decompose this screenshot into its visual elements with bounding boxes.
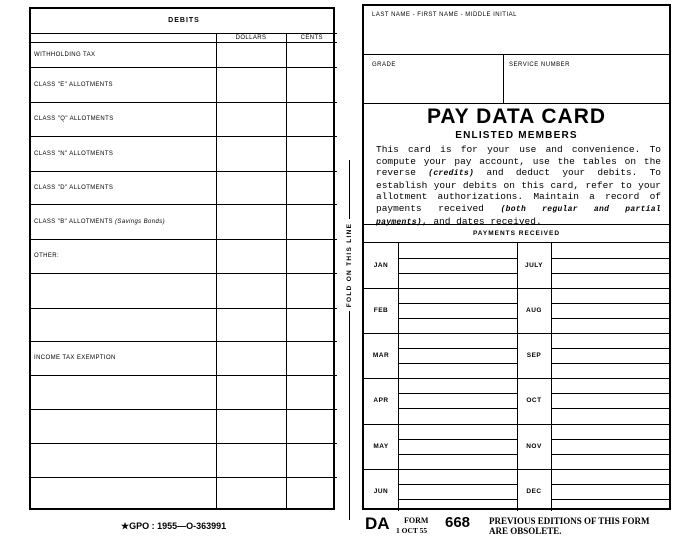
debit-row — [31, 443, 337, 477]
debit-label-cell — [31, 102, 216, 136]
cents-cell[interactable] — [286, 67, 337, 102]
debit-label-cell — [31, 375, 216, 409]
debit-row-note: (Savings Bonds) — [115, 218, 166, 225]
gpo-imprint: ★GPO : 1955—O-363991 — [121, 521, 227, 531]
payment-entry[interactable] — [399, 288, 517, 333]
form-date: 1 OCT 55 — [396, 526, 428, 535]
cents-cell[interactable] — [286, 42, 337, 67]
debit-row-label: CLASS "Q" ALLOTMENTS — [34, 116, 114, 122]
cents-cell[interactable] — [286, 102, 337, 136]
payment-entry[interactable] — [552, 378, 669, 423]
card-instructions — [376, 144, 661, 228]
month-label: MAY — [373, 443, 389, 450]
debits-title-row — [31, 9, 337, 33]
cents-cell[interactable] — [286, 409, 337, 443]
payment-entry[interactable] — [552, 333, 669, 378]
debit-label-cell — [31, 204, 216, 239]
cents-cell[interactable] — [286, 308, 337, 341]
debit-row — [31, 171, 337, 204]
debit-row-label: CLASS "E" ALLOTMENTS — [34, 81, 113, 88]
payment-entry[interactable] — [552, 424, 669, 469]
cents-cell[interactable] — [286, 204, 337, 239]
debit-label-cell — [31, 273, 216, 308]
payment-entry[interactable] — [552, 469, 669, 514]
card-title-box — [364, 104, 669, 225]
debits-title: DEBITS — [31, 9, 337, 33]
dollars-cell[interactable] — [216, 443, 286, 477]
cents-cell[interactable] — [286, 273, 337, 308]
dollars-cell[interactable] — [216, 341, 286, 375]
month-label: JUN — [373, 488, 389, 495]
payment-entry[interactable] — [399, 469, 517, 514]
cents-cell[interactable] — [286, 171, 337, 204]
card-subtitle: ENLISTED MEMBERS — [455, 130, 578, 141]
payment-entry[interactable] — [399, 243, 517, 288]
debit-row — [31, 67, 337, 102]
payment-entry[interactable] — [552, 288, 669, 333]
debit-row — [31, 42, 337, 67]
cents-cell[interactable] — [286, 443, 337, 477]
payments-divider — [517, 243, 518, 511]
instructions-payments: (both regular and partial payments) — [376, 204, 661, 227]
cents-header: CENTS — [286, 33, 337, 42]
name-field[interactable] — [364, 6, 669, 55]
dollars-header: DOLLARS — [216, 33, 286, 42]
debit-row — [31, 409, 337, 443]
debit-row — [31, 273, 337, 308]
debit-label-cell — [31, 136, 216, 171]
instructions-part-3: , and dates received. — [421, 215, 542, 227]
grade-service-row — [364, 55, 669, 104]
debits-column-header — [31, 33, 337, 42]
debit-row-label: CLASS "D" ALLOTMENTS — [34, 184, 114, 191]
month-label: JAN — [373, 262, 389, 269]
debit-row — [31, 341, 337, 375]
dollars-cell[interactable] — [216, 273, 286, 308]
instructions-part-2: and deduct your debits. To establish your debits on this card, refer to your allotment authorizations. Maintain a record of payments received — [376, 167, 662, 214]
debit-row — [31, 308, 337, 341]
month-label: FEB — [373, 307, 389, 314]
month-label: JULY — [524, 262, 544, 269]
payments-header: PAYMENTS RECEIVED — [364, 225, 669, 243]
card-title: PAY DATA CARD — [426, 105, 607, 128]
dollars-cell[interactable] — [216, 308, 286, 341]
form-id-block — [365, 514, 685, 540]
pay-data-panel — [362, 4, 671, 510]
debits-table — [31, 9, 337, 509]
name-label: LAST NAME - FIRST NAME - MIDDLE INITIAL — [372, 12, 517, 18]
month-label: OCT — [526, 397, 542, 404]
debit-row-label: WITHHOLDING TAX — [34, 51, 96, 58]
service-number-label: SERVICE NUMBER — [509, 62, 570, 68]
debit-row-label: CLASS "B" ALLOTMENTS — [34, 218, 113, 225]
debit-label-cell — [31, 409, 216, 443]
debit-row-label: OTHER: — [34, 253, 60, 259]
fold-line-rule — [349, 160, 350, 520]
cents-cell[interactable] — [286, 375, 337, 409]
debit-label-cell — [31, 171, 216, 204]
dollars-cell[interactable] — [216, 136, 286, 171]
cents-cell[interactable] — [286, 239, 337, 273]
instructions-credits: (credits) — [428, 169, 475, 179]
dollars-cell[interactable] — [216, 102, 286, 136]
previous-editions-note: PREVIOUS EDITIONS OF THIS FORM ARE OBSOLETE. — [489, 516, 650, 536]
debits-panel — [29, 7, 335, 510]
debit-row — [31, 375, 337, 409]
debit-label-cell — [31, 341, 216, 375]
month-label: AUG — [526, 307, 542, 314]
debit-row — [31, 102, 337, 136]
dollars-cell[interactable] — [216, 409, 286, 443]
form-agency: DA — [365, 514, 390, 533]
fold-line-label: FOLD ON THIS LINE — [345, 219, 355, 311]
debit-row-label: INCOME TAX EXEMPTION — [34, 355, 116, 361]
month-label: MAR — [372, 352, 390, 359]
dollars-cell[interactable] — [216, 239, 286, 273]
debit-label-cell — [31, 308, 216, 341]
form-label: FORM — [404, 516, 429, 525]
grade-label: GRADE — [372, 62, 396, 68]
payment-entry[interactable] — [399, 424, 517, 469]
debit-label-cell — [31, 67, 216, 102]
form-number: 668 — [445, 514, 471, 531]
payments-grid — [364, 243, 669, 511]
debit-label-cell — [31, 239, 216, 273]
payment-entry[interactable] — [552, 243, 669, 288]
debit-label-cell — [31, 477, 216, 509]
month-label: SEP — [526, 352, 542, 359]
dollars-cell[interactable] — [216, 42, 286, 67]
debit-row — [31, 204, 337, 239]
grade-divider — [503, 55, 504, 103]
debit-row-label: CLASS "N" ALLOTMENTS — [34, 150, 114, 157]
cents-cell[interactable] — [286, 477, 337, 509]
debit-row — [31, 136, 337, 171]
fold-line — [345, 160, 355, 520]
instructions-part-1: This card is for your use and convenience. To compute your pay account, use the tables on the reverse — [376, 144, 661, 179]
dollars-cell[interactable] — [216, 67, 286, 102]
dollars-cell[interactable] — [216, 171, 286, 204]
cents-cell[interactable] — [286, 136, 337, 171]
dollars-cell[interactable] — [216, 477, 286, 509]
month-label: NOV — [526, 443, 542, 450]
debit-row — [31, 239, 337, 273]
debit-label-cell — [31, 42, 216, 67]
dollars-cell[interactable] — [216, 204, 286, 239]
payment-entry[interactable] — [399, 333, 517, 378]
cents-cell[interactable] — [286, 341, 337, 375]
month-label: APR — [373, 397, 389, 404]
debit-row — [31, 477, 337, 509]
payment-entry[interactable] — [399, 378, 517, 423]
dollars-cell[interactable] — [216, 375, 286, 409]
month-label: DEC — [526, 488, 542, 495]
debit-label-cell — [31, 443, 216, 477]
debit-item-header — [31, 33, 216, 42]
